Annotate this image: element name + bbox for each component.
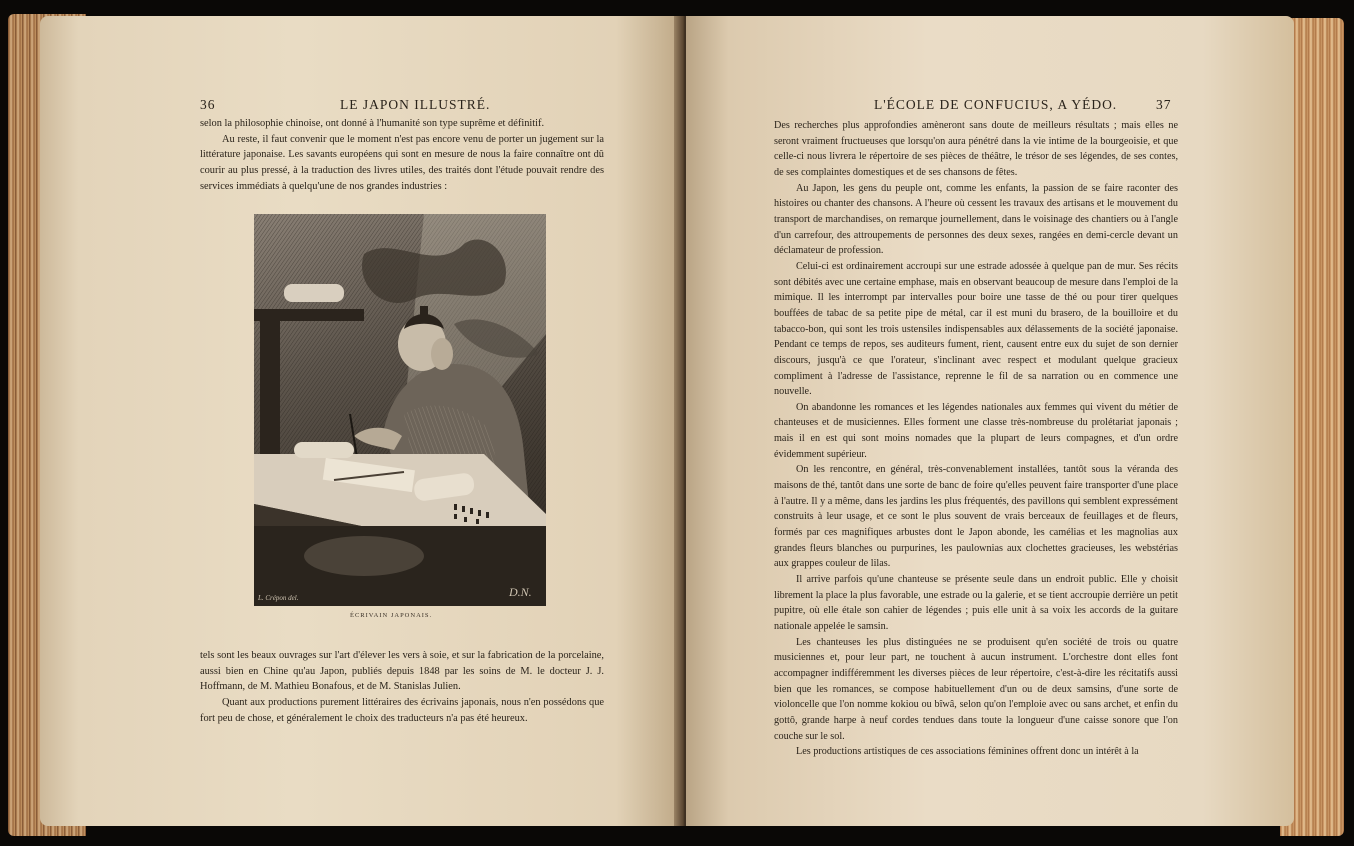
page-number-left: 36 bbox=[200, 97, 216, 112]
paragraph: Celui-ci est ordinairement accroupi sur une estrade adossée à quelque pan de mur. Ses récits sont débités avec une certaine emphase, mais en observant beaucoup de mesure dans l'emploi de la mimique. Il les interrompt par intervalles pour boire une tasse de thé ou pour tirer quelques bouffées de tabac de sa petite pipe de métal, car il est muni du brasero, de la bouilloire et du tabacco-bon, qui sont les trois ustensiles indispensables aux délassements de la société japonaise. Pendant ce temps de repos, ses auditeurs fument, rient, causent entre eux du sujet de son dernier discours, jusqu'à ce que l'orateur, s'inclinant avec respect et modulant quelque gracieux compliment à l'adresse de l'assistance, reprenne le fil de sa narration ou en commence une nouvelle. bbox=[774, 260, 1178, 398]
right-page bbox=[686, 16, 1294, 826]
paragraph: Des recherches plus approfondies amèneront sans doute de meilleurs résultats ; mais elles ne seront vraiment fructueuses que lorsqu'on aura pénétré dans la vie intime de la bourgeoisie, et que celle-ci nous livrera le répertoire de ses pièces de théâtre, le trésor de ses légendes, de ses contes, de ses complaintes domestiques et de ses chansons de fêtes. bbox=[774, 120, 1178, 178]
paragraph: On les rencontre, en général, très-convenablement installées, tantôt sous la véranda des maisons de thé, tantôt dans une sorte de banc de foire qu'elles peuvent faire transporter d'une place à l'autre. Il y a même, dans les jardins les plus fréquentés, des pavillons qui semblent expressément construits à leur usage, et ce sont le plus souvent de vrais berceaux de feuillages et de fleurs, formés par ces magnifiques arbustes dont le Japon abonde, les camélias et les magnolias aux grandes fleurs blanches ou purpurines, les paulownias aux clochettes gracieuses, les webstérias aux grappes couleur de lilas. bbox=[774, 464, 1178, 570]
left-top-text bbox=[200, 116, 604, 195]
paragraph: Il arrive parfois qu'une chanteuse se présente seule dans un endroit public. Elle y choisit librement la place la plus favorable, une estrade ou la galerie, et se tient accroupie derrière un petit pupitre, où elle étale son cahier de légendes ; puis elle unit à sa voix les accords de la guitare nationale appelée le samsin. bbox=[774, 574, 1178, 632]
engraver-signature: D.N. bbox=[509, 585, 532, 599]
illustration-caption: ÉCRIVAIN JAPONAIS. bbox=[350, 612, 433, 619]
paragraph: Au Japon, les gens du peuple ont, comme les enfants, la passion de se faire raconter des histoires ou chanter des chansons. A l'heure où cessent les travaux des artisans et le mouvement du transport de marchandises, on remarque journellement, dans le voisinage des chantiers ou à l'angle d'un carrefour, des attroupements de personnes des deux sexes, rangées en demi-cercle devant un déclamateur de profession. bbox=[774, 182, 1178, 257]
paragraph: Les chanteuses les plus distinguées ne se produisent qu'en société de trois ou quatre musiciennes et, pour leur part, ne touchent à aucun instrument. L'orchestre dont elles font accompagner indifféremment les diverses pièces de leur répertoire, c'est-à-dire les récitatifs aussi bien que les romances, se compose habituellement d'un ou de deux samsins, d'une sorte de violoncelle que l'on nomme kokiou ou bîwâ, selon qu'on l'emploie avec ou sans archet, et enfin du gottô, grande harpe à neuf cordes tendues dans toute la longueur d'une caisse sonore que l'on couche sur le sol. bbox=[774, 636, 1178, 742]
paragraph: tels sont les beaux ouvrages sur l'art d'élever les vers à soie, et sur la fabrication de la porcelaine, aussi bien en Chine qu'au Japon, publiés depuis 1848 par les soins de M. le docteur J. J. Hoffmann, de M. Mathieu Bonafous, et de M. Stanislas Julien. bbox=[200, 650, 604, 693]
right-text bbox=[774, 118, 1178, 760]
paragraph: selon la philosophie chinoise, ont donné à l'humanité son type suprême et définitif. bbox=[200, 118, 545, 129]
paragraph: On abandonne les romances et les légendes nationales aux femmes qui vivent du métier de chanteuses et de musiciennes. Elles forment une classe très-nombreuse du prolétariat japonais ; mais il en est qui sont moins nomades que la plupart de leurs compagnes, et d'un ordre évidemment supérieur. bbox=[774, 401, 1178, 460]
paragraph: Les productions artistiques de ces associations féminines offrent donc un intérêt à la bbox=[796, 746, 1139, 758]
paragraph: Au reste, il faut convenir que le moment n'est pas encore venu de porter un jugement sur la littérature japonaise. Les savants européens qui sont en mesure de nous la faire connaître ont dû courir au plus pressé, à la traduction des livres utiles, des traités dont l'étude pouvait rendre des services immédiats à quelqu'une de nos grandes industries : bbox=[200, 133, 604, 192]
japanese-writer-engraving bbox=[254, 214, 546, 606]
paragraph: Quant aux productions purement littéraires des écrivains japonais, nous n'en possédons que fort peu de chose, et généralement le choix des traducteurs n'a pas été heureux. bbox=[200, 697, 604, 724]
left-bottom-text bbox=[200, 648, 604, 727]
engraving-illustration bbox=[254, 214, 546, 606]
illustrator-signature: L. Crépon del. bbox=[258, 594, 299, 602]
running-head-left: LE JAPON ILLUSTRÉ. bbox=[340, 97, 491, 112]
running-head-right: L'ÉCOLE DE CONFUCIUS, A YÉDO. bbox=[874, 97, 1118, 112]
page-number-right: 37 bbox=[1156, 97, 1172, 112]
left-page bbox=[40, 16, 680, 826]
